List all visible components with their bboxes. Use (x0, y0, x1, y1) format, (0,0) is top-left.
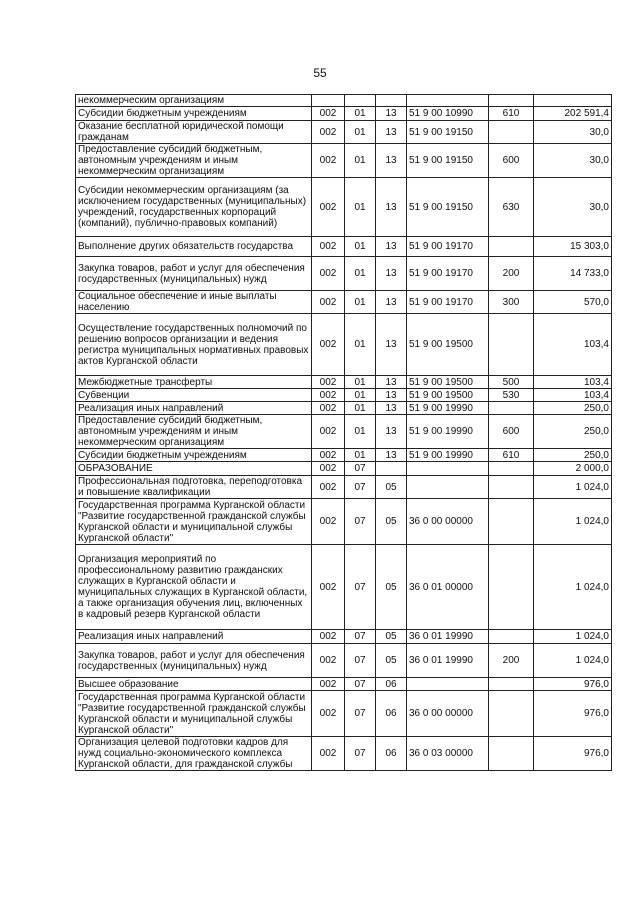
row-amount: 1 024,0 (534, 545, 612, 630)
row-section-code: 01 (345, 402, 376, 415)
row-ved-code: 002 (312, 144, 345, 178)
table-row (76, 121, 612, 144)
row-section-code: 01 (345, 389, 376, 402)
row-amount: 1 024,0 (534, 499, 612, 545)
row-target-article: 51 9 00 19150 (407, 121, 489, 144)
table-row (76, 630, 612, 644)
row-expense-type (489, 545, 534, 630)
table-row (76, 291, 612, 314)
row-amount: 1 024,0 (534, 476, 612, 499)
row-subsection-code: 13 (376, 389, 407, 402)
row-expense-type (489, 237, 534, 257)
row-subsection-code: 13 (376, 144, 407, 178)
row-target-article (407, 678, 489, 691)
row-ved-code: 002 (312, 737, 345, 771)
row-section-code: 01 (345, 415, 376, 449)
row-name: Субсидии некоммерческим организациям (за исключением государственных (муниципальных) учреждений, государственных корпораций (компаний), публично-правовых компаний) (76, 178, 312, 237)
row-amount: 250,0 (534, 415, 612, 449)
row-section-code: 01 (345, 237, 376, 257)
row-name: Выполнение других обязательств государства (76, 237, 312, 257)
row-expense-type (489, 402, 534, 415)
row-target-article: 36 0 00 00000 (407, 499, 489, 545)
row-expense-type (489, 462, 534, 476)
row-amount: 14 733,0 (534, 257, 612, 291)
row-section-code: 01 (345, 257, 376, 291)
budget-table (75, 94, 612, 771)
table-row (76, 237, 612, 257)
table-row (76, 462, 612, 476)
row-subsection-code: 13 (376, 107, 407, 121)
row-target-article: 51 9 00 19500 (407, 376, 489, 389)
row-target-article: 51 9 00 19150 (407, 144, 489, 178)
row-expense-type (489, 121, 534, 144)
row-section-code: 01 (345, 291, 376, 314)
row-ved-code: 002 (312, 691, 345, 737)
row-target-article: 51 9 00 19170 (407, 257, 489, 291)
row-name: Межбюджетные трансферты (76, 376, 312, 389)
row-target-article: 36 0 03 00000 (407, 737, 489, 771)
row-name: Закупка товаров, работ и услуг для обеспечения государственных (муниципальных) нужд (76, 644, 312, 678)
row-target-article: 36 0 00 00000 (407, 691, 489, 737)
row-expense-type (489, 476, 534, 499)
row-target-article (407, 95, 489, 107)
row-expense-type: 530 (489, 389, 534, 402)
row-expense-type: 610 (489, 107, 534, 121)
row-expense-type (489, 314, 534, 376)
table-row (76, 499, 612, 545)
row-subsection-code: 05 (376, 630, 407, 644)
table-row (76, 376, 612, 389)
row-ved-code: 002 (312, 449, 345, 462)
row-ved-code: 002 (312, 314, 345, 376)
row-section-code: 07 (345, 678, 376, 691)
row-target-article: 51 9 00 19990 (407, 402, 489, 415)
row-ved-code: 002 (312, 644, 345, 678)
page-number: 55 (313, 66, 327, 80)
row-subsection-code: 13 (376, 237, 407, 257)
row-name: Субсидии бюджетным учреждениям (76, 107, 312, 121)
table-row (76, 476, 612, 499)
row-subsection-code (376, 95, 407, 107)
row-name: Высшее образование (76, 678, 312, 691)
row-section-code: 07 (345, 737, 376, 771)
row-section-code: 01 (345, 376, 376, 389)
row-amount: 976,0 (534, 737, 612, 771)
table-row (76, 678, 612, 691)
row-amount: 103,4 (534, 314, 612, 376)
row-target-article: 51 9 00 19500 (407, 389, 489, 402)
table-row (76, 178, 612, 237)
row-subsection-code: 05 (376, 545, 407, 630)
row-name: Государственная программа Курганской области "Развитие государственной гражданской службы Курганской области и муниципальной службы Курганской области" (76, 499, 312, 545)
row-expense-type (489, 95, 534, 107)
row-ved-code: 002 (312, 107, 345, 121)
row-section-code: 07 (345, 462, 376, 476)
row-section-code: 01 (345, 178, 376, 237)
row-ved-code: 002 (312, 178, 345, 237)
table-row (76, 389, 612, 402)
row-name: Предоставление субсидий бюджетным, автономным учреждениям и иным некоммерческим организациям (76, 415, 312, 449)
table-row (76, 95, 612, 107)
row-expense-type (489, 678, 534, 691)
row-subsection-code: 13 (376, 257, 407, 291)
row-name: Осуществление государственных полномочий по решению вопросов организации и ведения регистра муниципальных нормативных правовых актов Курганской области (76, 314, 312, 376)
row-name: Закупка товаров, работ и услуг для обеспечения государственных (муниципальных) нужд (76, 257, 312, 291)
row-subsection-code: 05 (376, 644, 407, 678)
row-target-article: 51 9 00 19990 (407, 449, 489, 462)
row-target-article: 36 0 01 19990 (407, 630, 489, 644)
row-target-article: 51 9 00 19170 (407, 237, 489, 257)
row-expense-type: 600 (489, 415, 534, 449)
row-expense-type (489, 691, 534, 737)
row-expense-type: 630 (489, 178, 534, 237)
row-name: Субвенции (76, 389, 312, 402)
row-expense-type: 200 (489, 644, 534, 678)
table-row (76, 545, 612, 630)
row-section-code: 07 (345, 630, 376, 644)
row-expense-type: 610 (489, 449, 534, 462)
row-name: Организация целевой подготовки кадров для нужд социально-экономического комплекса Курганской области, для гражданской службы (76, 737, 312, 771)
row-subsection-code: 05 (376, 499, 407, 545)
row-target-article: 36 0 01 19990 (407, 644, 489, 678)
row-ved-code: 002 (312, 237, 345, 257)
row-target-article (407, 476, 489, 499)
table-row (76, 257, 612, 291)
row-ved-code: 002 (312, 291, 345, 314)
row-expense-type: 500 (489, 376, 534, 389)
table-row (76, 402, 612, 415)
table-row (76, 107, 612, 121)
row-subsection-code: 13 (376, 314, 407, 376)
row-name: Субсидии бюджетным учреждениям (76, 449, 312, 462)
row-amount: 30,0 (534, 178, 612, 237)
row-target-article: 51 9 00 19990 (407, 415, 489, 449)
table-row (76, 691, 612, 737)
row-ved-code: 002 (312, 402, 345, 415)
row-expense-type: 300 (489, 291, 534, 314)
row-target-article (407, 462, 489, 476)
row-expense-type (489, 630, 534, 644)
row-amount: 250,0 (534, 402, 612, 415)
table-body (76, 95, 612, 771)
row-subsection-code: 06 (376, 737, 407, 771)
row-expense-type (489, 499, 534, 545)
table-row (76, 415, 612, 449)
row-subsection-code: 13 (376, 376, 407, 389)
row-subsection-code: 13 (376, 415, 407, 449)
table-row (76, 449, 612, 462)
row-amount: 15 303,0 (534, 237, 612, 257)
row-ved-code: 002 (312, 389, 345, 402)
row-subsection-code: 06 (376, 691, 407, 737)
row-ved-code: 002 (312, 121, 345, 144)
row-name: Государственная программа Курганской области "Развитие государственной гражданской службы Курганской области и муниципальной службы Курганской области" (76, 691, 312, 737)
row-amount: 103,4 (534, 376, 612, 389)
row-section-code (345, 95, 376, 107)
row-section-code: 07 (345, 691, 376, 737)
row-section-code: 01 (345, 107, 376, 121)
row-name: Оказание бесплатной юридической помощи гражданам (76, 121, 312, 144)
row-target-article: 51 9 00 19500 (407, 314, 489, 376)
row-ved-code: 002 (312, 678, 345, 691)
row-ved-code (312, 95, 345, 107)
row-amount: 103,4 (534, 389, 612, 402)
row-name: ОБРАЗОВАНИЕ (76, 462, 312, 476)
row-amount: 2 000,0 (534, 462, 612, 476)
row-ved-code: 002 (312, 630, 345, 644)
row-subsection-code: 13 (376, 291, 407, 314)
row-target-article: 51 9 00 19150 (407, 178, 489, 237)
row-expense-type: 200 (489, 257, 534, 291)
row-amount: 1 024,0 (534, 630, 612, 644)
table-row (76, 314, 612, 376)
table-row (76, 144, 612, 178)
row-amount: 976,0 (534, 691, 612, 737)
row-subsection-code: 13 (376, 121, 407, 144)
row-amount: 202 591,4 (534, 107, 612, 121)
row-amount: 30,0 (534, 121, 612, 144)
row-ved-code: 002 (312, 476, 345, 499)
row-target-article: 51 9 00 19170 (407, 291, 489, 314)
row-amount: 1 024,0 (534, 644, 612, 678)
row-name: Предоставление субсидий бюджетным, автономным учреждениям и иным некоммерческим организациям (76, 144, 312, 178)
row-section-code: 07 (345, 499, 376, 545)
row-subsection-code: 05 (376, 476, 407, 499)
row-section-code: 01 (345, 449, 376, 462)
table-row (76, 737, 612, 771)
row-subsection-code: 13 (376, 449, 407, 462)
row-name: Реализация иных направлений (76, 402, 312, 415)
row-name: Реализация иных направлений (76, 630, 312, 644)
row-expense-type: 600 (489, 144, 534, 178)
row-amount (534, 95, 612, 107)
row-subsection-code: 13 (376, 178, 407, 237)
row-section-code: 01 (345, 144, 376, 178)
row-ved-code: 002 (312, 545, 345, 630)
row-section-code: 07 (345, 644, 376, 678)
row-expense-type (489, 737, 534, 771)
row-subsection-code: 06 (376, 678, 407, 691)
row-amount: 570,0 (534, 291, 612, 314)
row-name: некоммерческим организациям (76, 95, 312, 107)
row-ved-code: 002 (312, 257, 345, 291)
row-ved-code: 002 (312, 376, 345, 389)
row-section-code: 07 (345, 476, 376, 499)
row-target-article: 51 9 00 10990 (407, 107, 489, 121)
table-row (76, 644, 612, 678)
row-name: Социальное обеспечение и иные выплаты населению (76, 291, 312, 314)
row-amount: 976,0 (534, 678, 612, 691)
row-amount: 30,0 (534, 144, 612, 178)
row-target-article: 36 0 01 00000 (407, 545, 489, 630)
row-ved-code: 002 (312, 499, 345, 545)
row-section-code: 01 (345, 314, 376, 376)
row-name: Профессиональная подготовка, переподготовка и повышение квалификации (76, 476, 312, 499)
row-subsection-code: 13 (376, 402, 407, 415)
row-amount: 250,0 (534, 449, 612, 462)
row-section-code: 07 (345, 545, 376, 630)
row-ved-code: 002 (312, 462, 345, 476)
row-name: Организация мероприятий по профессиональному развитию гражданских служащих в Курганской области и муниципальных служащих в Курганской области, а также организация обучения лиц, включенных в кадровый резерв Курганской области (76, 545, 312, 630)
row-section-code: 01 (345, 121, 376, 144)
row-ved-code: 002 (312, 415, 345, 449)
row-subsection-code (376, 462, 407, 476)
